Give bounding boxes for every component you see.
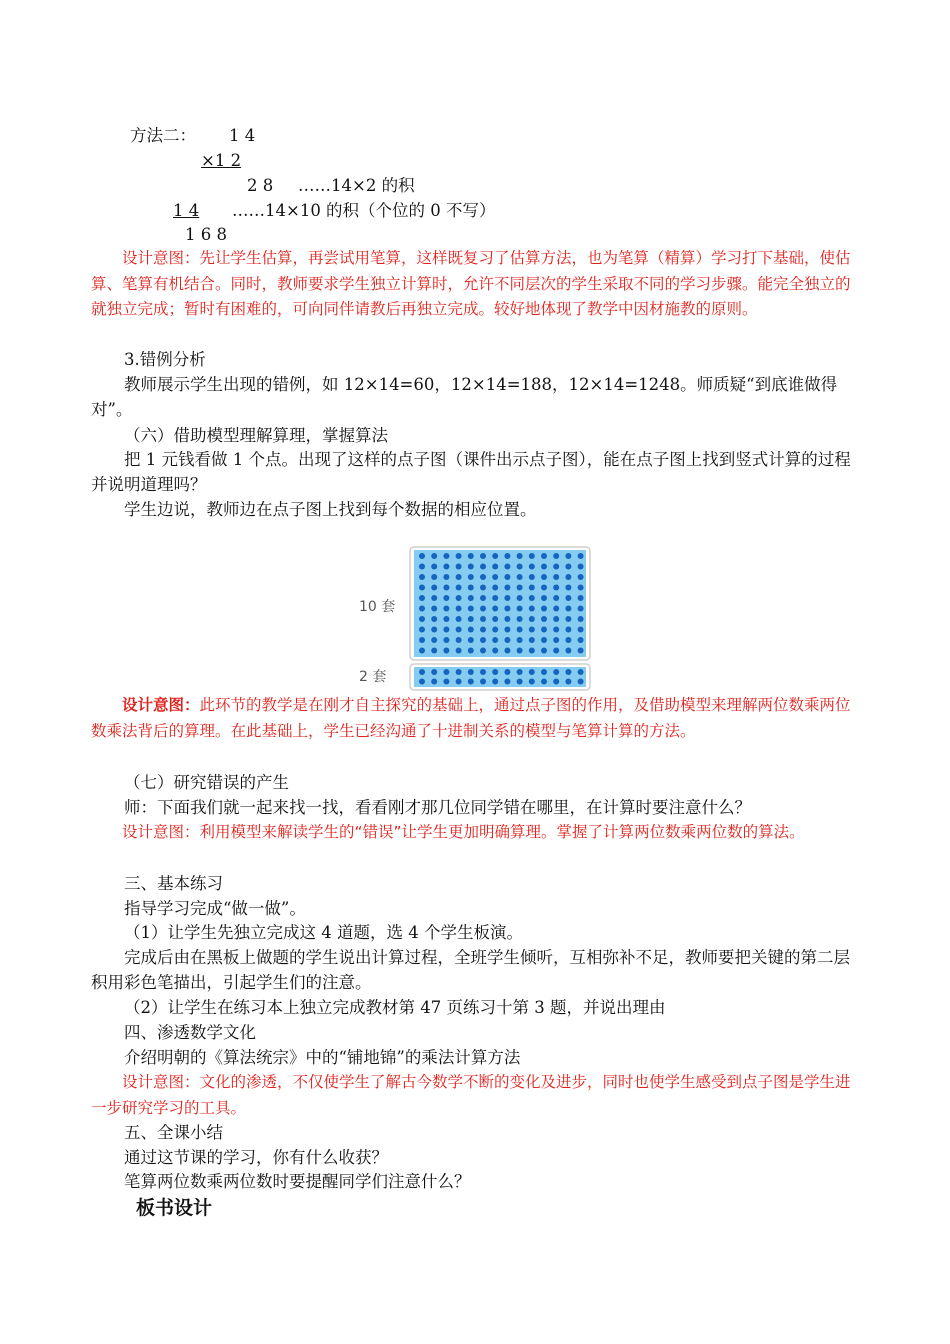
dot — [456, 669, 462, 675]
dot — [541, 679, 547, 685]
dot — [578, 616, 584, 622]
design-intent-2-body: 此环节的教学是在刚才自主探究的基础上，通过点子图的作用，及借助模型来理解两位数乘两位数乘法背后的算理。在此基础上，学生已经沟通了十进制关系的模型与笔算计算的方法。 — [91, 696, 851, 740]
practice-1-detail: 完成后由在黑板上做题的学生说出计算过程，全班学生倾听，互相弥补不足，教师要把关键的第二层积用彩色笔描出，引起学生们的注意。 — [91, 948, 850, 992]
dot — [480, 679, 486, 685]
dot — [529, 637, 535, 643]
dot — [419, 564, 425, 570]
dot — [541, 606, 547, 612]
dot — [431, 648, 437, 654]
dot — [529, 648, 535, 654]
dot — [419, 585, 425, 591]
practice-2: （2）让学生在练习本上独立完成教材第 47 页练习十第 3 题，并说出理由 — [124, 998, 666, 1017]
dot — [492, 564, 498, 570]
dot — [431, 564, 437, 570]
dot — [529, 574, 535, 580]
ten-sets-label: 10 套 — [359, 599, 396, 615]
dot — [578, 585, 584, 591]
dot — [517, 637, 523, 643]
design-intent-2-label: 设计意图： — [122, 696, 200, 714]
dot — [517, 553, 523, 559]
dot — [443, 574, 449, 580]
dot — [443, 606, 449, 612]
dot — [504, 585, 510, 591]
dot — [468, 669, 474, 675]
dot — [541, 585, 547, 591]
dot — [492, 595, 498, 601]
dot — [565, 637, 571, 643]
dot — [492, 669, 498, 675]
dot — [553, 606, 559, 612]
dot — [553, 595, 559, 601]
dot — [565, 606, 571, 612]
dot — [565, 595, 571, 601]
dot — [480, 616, 486, 622]
dot — [517, 606, 523, 612]
dot — [553, 553, 559, 559]
dot — [504, 574, 510, 580]
dot — [492, 574, 498, 580]
dot — [504, 564, 510, 570]
dot — [553, 574, 559, 580]
dot — [468, 553, 474, 559]
dot — [578, 553, 584, 559]
error-examples-text: 教师展示学生出现的错例，如 12×14=60，12×14=188，12×14=1248。师质疑“到底谁做得对”。 — [91, 375, 838, 419]
summary-question-2: 笔算两位数乘两位数时要提醒同学们注意什么？ — [124, 1172, 471, 1191]
dot — [541, 637, 547, 643]
partial-product-1-note: ……14×2 的积 — [298, 176, 415, 195]
multiplicand: 1 4 — [229, 126, 256, 145]
dot — [431, 679, 437, 685]
dot — [443, 648, 449, 654]
dot — [578, 595, 584, 601]
dot — [578, 669, 584, 675]
dot — [553, 679, 559, 685]
dot — [504, 648, 510, 654]
dot — [443, 627, 449, 633]
partial-product-2-note: ……14×10 的积（个位的 0 不写） — [232, 201, 496, 220]
dot — [443, 553, 449, 559]
dot-array-figure — [355, 545, 595, 693]
dot — [468, 585, 474, 591]
dot — [578, 574, 584, 580]
dot — [419, 669, 425, 675]
dot — [504, 606, 510, 612]
dot — [565, 585, 571, 591]
final-product: 1 6 8 — [185, 225, 227, 244]
dot — [529, 679, 535, 685]
dot — [480, 648, 486, 654]
dot — [480, 574, 486, 580]
dot — [504, 616, 510, 622]
dot — [504, 595, 510, 601]
section-7-title: （七）研究错误的产生 — [124, 773, 289, 792]
dot — [431, 627, 437, 633]
dot — [456, 648, 462, 654]
dot — [578, 679, 584, 685]
dot — [456, 585, 462, 591]
dot — [456, 553, 462, 559]
dot — [565, 616, 571, 622]
part-5-title: 五、全课小结 — [124, 1123, 223, 1142]
dot — [529, 616, 535, 622]
dot — [492, 553, 498, 559]
dot — [480, 606, 486, 612]
dot — [456, 627, 462, 633]
dot — [456, 606, 462, 612]
dot — [565, 553, 571, 559]
dot — [443, 669, 449, 675]
dot — [529, 564, 535, 570]
dot — [565, 669, 571, 675]
dot — [468, 574, 474, 580]
two-sets-background — [414, 667, 586, 687]
dot — [419, 616, 425, 622]
teacher-question: 师：下面我们就一起来找一找，看看刚才那几位同学错在哪里，在计算时要注意什么？ — [124, 798, 751, 817]
dot — [456, 637, 462, 643]
partial-product-1: 2 8 — [247, 176, 274, 195]
dot — [443, 616, 449, 622]
dot — [578, 606, 584, 612]
dot — [517, 585, 523, 591]
dot — [468, 616, 474, 622]
dot — [431, 669, 437, 675]
dot — [480, 627, 486, 633]
dot — [504, 679, 510, 685]
dot — [553, 564, 559, 570]
section-3-title: 3.错例分析 — [124, 350, 206, 369]
dot — [565, 627, 571, 633]
dot — [419, 648, 425, 654]
dot — [419, 553, 425, 559]
dot — [553, 648, 559, 654]
dot — [443, 679, 449, 685]
dot — [565, 574, 571, 580]
dot — [541, 627, 547, 633]
dot — [431, 553, 437, 559]
dot — [517, 627, 523, 633]
dot — [565, 648, 571, 654]
dot — [468, 637, 474, 643]
dot — [529, 669, 535, 675]
dot — [541, 564, 547, 570]
two-sets-label: 2 套 — [359, 669, 387, 685]
dot — [529, 627, 535, 633]
dot — [419, 574, 425, 580]
dot — [456, 616, 462, 622]
student-text: 学生边说，教师边在点子图上找到每个数据的相应位置。 — [124, 500, 537, 519]
dot — [419, 595, 425, 601]
practice-1: （1）让学生先独立完成这 4 道题，选 4 个学生板演。 — [124, 923, 523, 942]
dot — [529, 585, 535, 591]
dot — [565, 679, 571, 685]
dot — [480, 553, 486, 559]
dot — [578, 637, 584, 643]
dot — [480, 564, 486, 570]
dot — [492, 679, 498, 685]
dot-array-svg — [355, 545, 595, 693]
dot — [553, 637, 559, 643]
dot — [529, 553, 535, 559]
dot — [504, 553, 510, 559]
dot — [492, 616, 498, 622]
dot — [553, 627, 559, 633]
model-text: 把 1 元钱看做 1 个点。出现了这样的点子图（课件出示点子图），能在点子图上找到竖式计算的过程并说明道理吗？ — [91, 450, 851, 494]
dot — [431, 574, 437, 580]
summary-question-1: 通过这节课的学习，你有什么收获？ — [124, 1148, 388, 1167]
dot — [468, 679, 474, 685]
dot — [456, 679, 462, 685]
dot — [492, 637, 498, 643]
multiplier: ×1 2 — [201, 151, 242, 170]
dot — [541, 553, 547, 559]
dot — [553, 616, 559, 622]
dot — [578, 648, 584, 654]
part-3-title: 三、基本练习 — [124, 874, 223, 893]
dot — [480, 669, 486, 675]
design-intent-2 — [91, 693, 861, 744]
dot — [553, 585, 559, 591]
dot — [468, 627, 474, 633]
dot — [541, 574, 547, 580]
dot — [419, 606, 425, 612]
dot — [480, 585, 486, 591]
dot — [431, 595, 437, 601]
dot — [529, 606, 535, 612]
dot — [431, 637, 437, 643]
dot — [480, 595, 486, 601]
dot — [492, 585, 498, 591]
dot — [468, 564, 474, 570]
dot — [553, 669, 559, 675]
dot — [431, 616, 437, 622]
dot — [468, 606, 474, 612]
dot — [541, 616, 547, 622]
guide-text: 指导学习完成“做一做”。 — [124, 899, 306, 918]
design-intent-3: 设计意图：利用模型来解读学生的“错误”让学生更加明确算理。掌握了计算两位数乘两位数的算法。 — [122, 823, 805, 841]
dot — [517, 648, 523, 654]
dot — [468, 648, 474, 654]
dot — [431, 606, 437, 612]
dot — [517, 564, 523, 570]
dot — [456, 595, 462, 601]
part-4-title: 四、渗透数学文化 — [124, 1023, 256, 1042]
dot — [517, 669, 523, 675]
dot — [468, 595, 474, 601]
ten-sets-background — [414, 550, 586, 657]
board-design-title: 板书设计 — [136, 1197, 213, 1219]
design-intent-1: 设计意图：先让学生估算，再尝试用笔算，这样既复习了估算方法，也为笔算（精算）学习打下基础，使估算、笔算有机结合。同时，教师要求学生独立计算时，允许不同层次的学生采取不同的学习步骤。能完全独立的就独立完成；暂时有困难的，可向同伴请教后再独立完成。较好地体现了教学中因材施教的原则。 — [91, 249, 851, 318]
dot — [431, 585, 437, 591]
dot — [443, 595, 449, 601]
dot — [517, 679, 523, 685]
dot — [578, 627, 584, 633]
dot — [504, 637, 510, 643]
dot — [578, 564, 584, 570]
dot — [443, 564, 449, 570]
dot — [517, 574, 523, 580]
dot — [504, 669, 510, 675]
culture-text: 介绍明朝的《算法统宗》中的“铺地锦”的乘法计算方法 — [124, 1048, 521, 1067]
dot — [443, 585, 449, 591]
dot — [504, 627, 510, 633]
dot — [492, 627, 498, 633]
dot — [541, 648, 547, 654]
dot — [529, 595, 535, 601]
dot — [419, 679, 425, 685]
dot — [480, 637, 486, 643]
dot — [541, 595, 547, 601]
dot — [541, 669, 547, 675]
dot — [517, 616, 523, 622]
dot — [565, 564, 571, 570]
dot — [419, 627, 425, 633]
design-intent-4: 设计意图：文化的渗透，不仅使学生了解古今数学不断的变化及进步，同时也使学生感受到点子图是学生进一步研究学习的工具。 — [91, 1073, 851, 1117]
method-label: 方法二： — [130, 126, 196, 145]
dot — [492, 606, 498, 612]
dot — [456, 564, 462, 570]
dot — [443, 637, 449, 643]
dot — [517, 595, 523, 601]
dot — [492, 648, 498, 654]
section-6-title: （六）借助模型理解算理，掌握算法 — [124, 426, 388, 445]
dot — [419, 637, 425, 643]
dot — [456, 574, 462, 580]
partial-product-2: 1 4 — [173, 201, 200, 220]
